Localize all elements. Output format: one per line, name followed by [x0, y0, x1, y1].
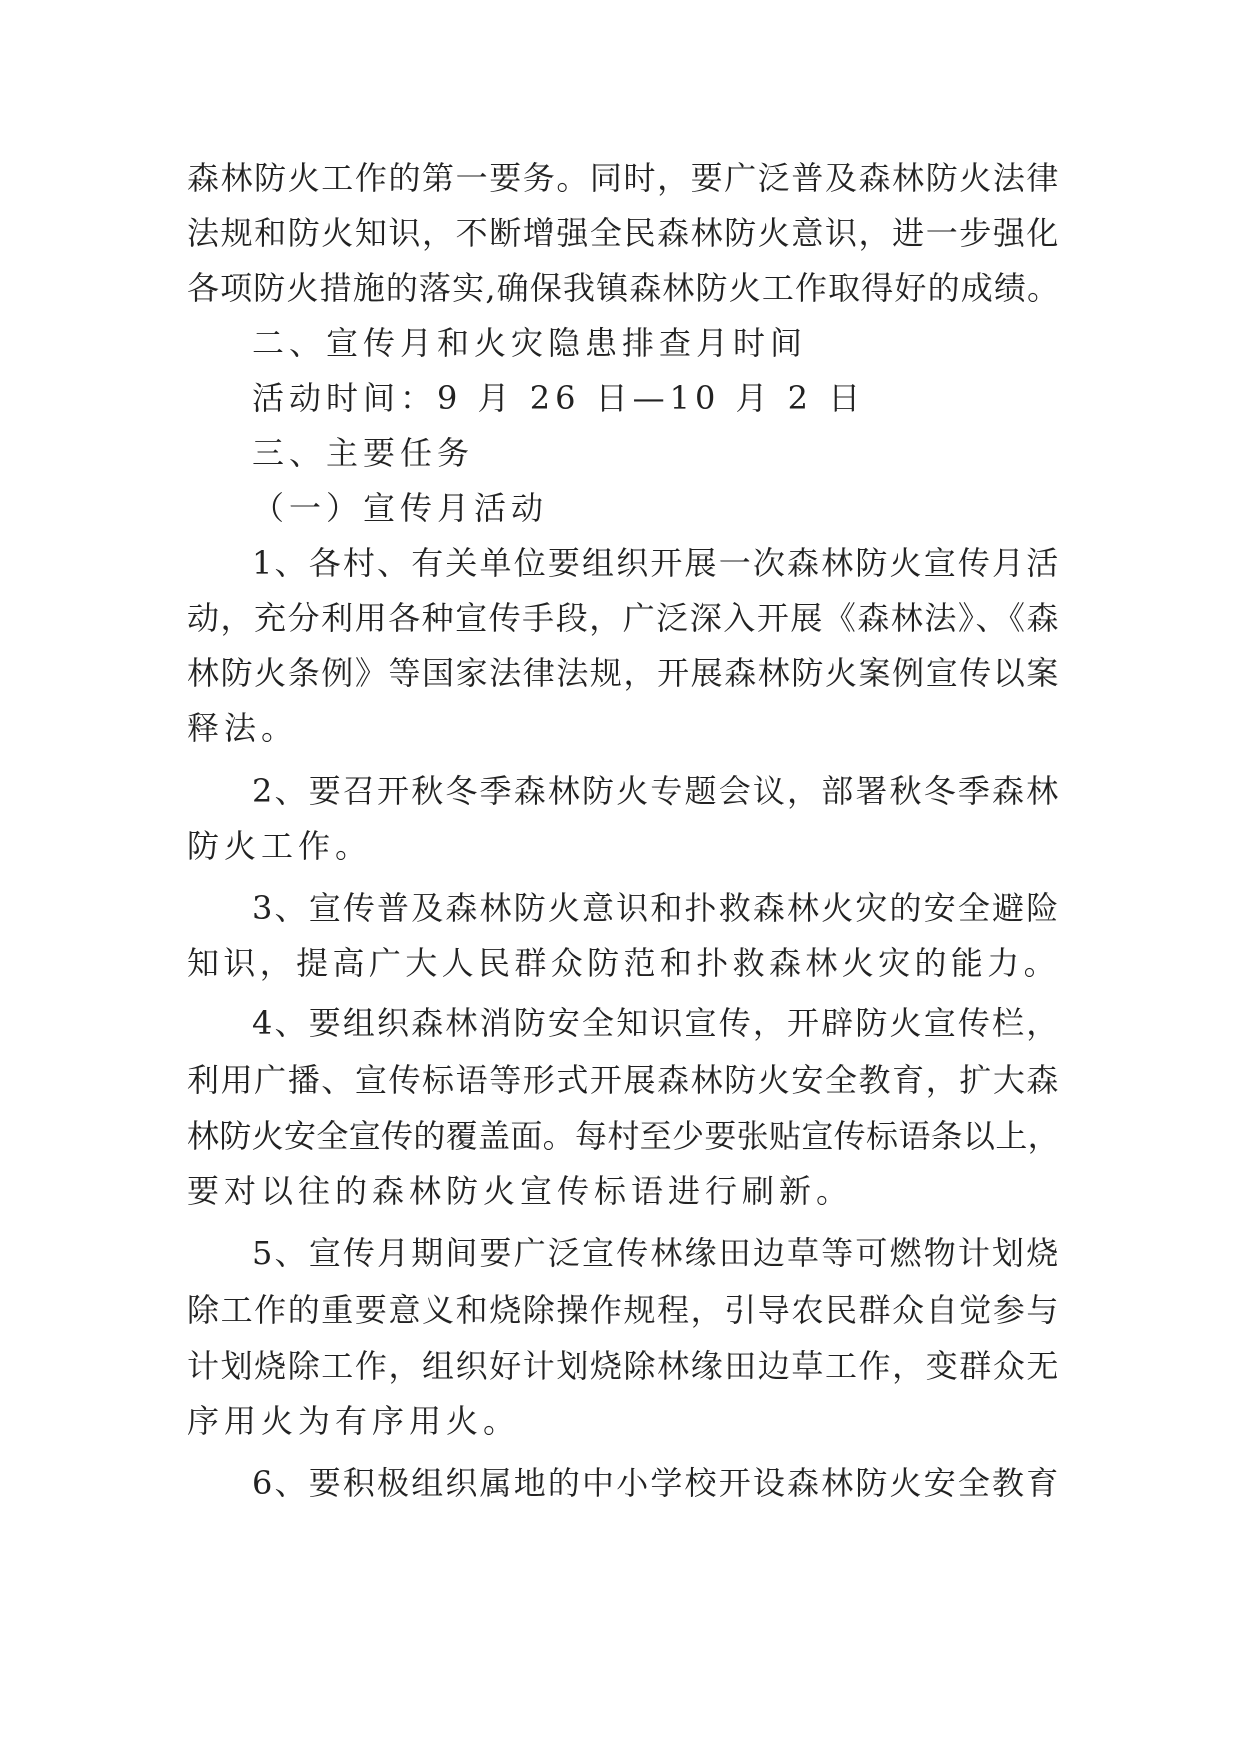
- list-item-2-start: 2、要召开秋冬季森林防火专题会议，部署秋冬季森林: [252, 772, 1061, 810]
- body-line: 计划烧除工作，组织好计划烧除林缘田边草工作，变群众无: [187, 1347, 1061, 1385]
- list-item-3-start: 3、宣传普及森林防火意识和扑救森林火灾的安全避险: [252, 889, 1061, 927]
- body-line: 各项防火措施的落实,确保我镇森林防火工作取得好的成绩。: [187, 269, 1061, 307]
- section-heading: 二、宣传月和火灾隐患排查月时间: [252, 324, 808, 362]
- subsection-heading: （一）宣传月活动: [252, 489, 549, 527]
- body-line: 动，充分利用各种宣传手段，广泛深入开展《森林法》、《森: [187, 599, 1061, 637]
- body-line: 释法。: [187, 709, 299, 747]
- body-line: 林防火安全宣传的覆盖面。每村至少要张贴宣传标语条以上，: [187, 1117, 1061, 1155]
- body-line: 林防火条例》等国家法律法规，开展森林防火案例宣传以案: [187, 654, 1061, 692]
- list-item-6-start: 6、要积极组织属地的中小学校开设森林防火安全教育: [252, 1464, 1061, 1502]
- body-line: 利用广播、宣传标语等形式开展森林防火安全教育，扩大森: [187, 1061, 1061, 1099]
- body-line: 法规和防火知识，不断增强全民森林防火意识，进一步强化: [187, 214, 1061, 252]
- body-line: 森林防火工作的第一要务。同时，要广泛普及森林防火法律: [187, 159, 1061, 197]
- body-line: 要对以往的森林防火宣传标语进行刷新。: [187, 1172, 854, 1210]
- body-line: 序用火为有序用火。: [187, 1402, 521, 1440]
- activity-time: 活动时间：9 月 26 日—10 月 2 日: [252, 379, 866, 417]
- list-item-1-start: 1、各村、有关单位要组织开展一次森林防火宣传月活: [252, 544, 1061, 582]
- list-item-5-start: 5、宣传月期间要广泛宣传林缘田边草等可燃物计划烧: [252, 1234, 1061, 1272]
- section-heading: 三、主要任务: [252, 434, 475, 472]
- list-item-4-start: 4、要组织森林消防安全知识宣传，开辟防火宣传栏，: [252, 1004, 1061, 1042]
- body-line: 除工作的重要意义和烧除操作规程，引导农民群众自觉参与: [187, 1291, 1061, 1329]
- body-line: 知识，提高广大人民群众防范和扑救森林火灾的能力。: [187, 944, 1061, 982]
- body-line: 防火工作。: [187, 827, 373, 865]
